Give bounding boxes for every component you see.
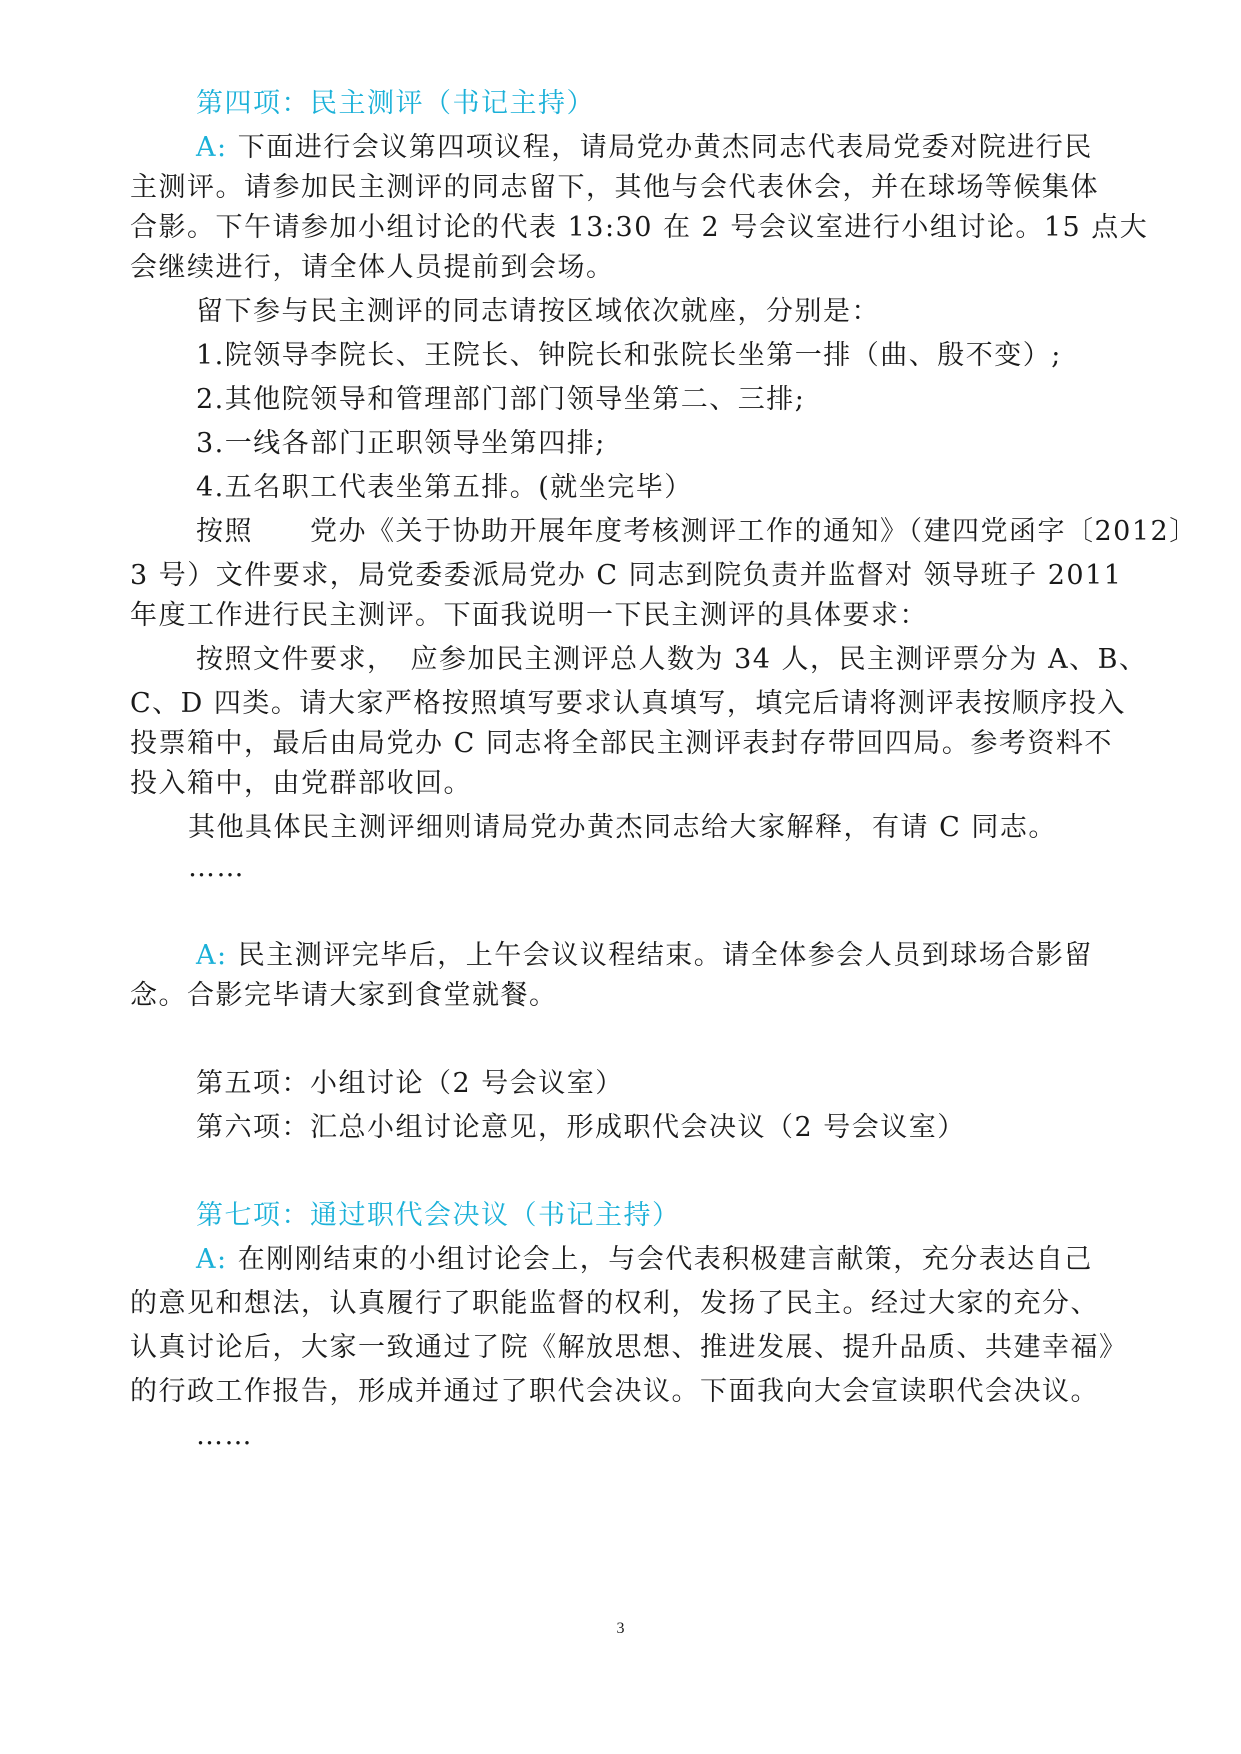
section4-para1-line1: A: 下面进行会议第四项议程，请局党办黄杰同志代表局党委对院进行民: [196, 132, 1093, 163]
section4-ellipsis: ……: [188, 852, 245, 883]
speaker-label: A:: [196, 940, 228, 971]
section4-para3-line2: C、D 四类。请大家严格按照填写要求认真填写，填完后请将测评表按顺序投入: [130, 688, 1126, 719]
section7-para-line3: 认真讨论后，大家一致通过了院《解放思想、推进发展、提升品质、共建幸福》: [130, 1332, 1128, 1363]
closing-morning-line1: A: 民主测评完毕后，上午会议议程结束。请全体参会人员到球场合影留: [196, 940, 1093, 971]
section4-para3-line4: 投入箱中，由党群部收回。: [130, 768, 472, 799]
section7-ellipsis: ……: [196, 1420, 253, 1451]
seating-item-1: 1.院领导李院长、王院长、钟院长和张院长坐第一排（曲、殷不变）;: [196, 340, 1062, 371]
speaker-label: A:: [196, 132, 228, 163]
section5-heading: 第五项：小组讨论（2 号会议室）: [196, 1068, 624, 1099]
section4-heading: 第四项：民主测评（书记主持）: [196, 88, 595, 119]
section4-para1-line4: 会继续进行，请全体人员提前到会场。: [130, 252, 615, 283]
section4-para1-line2: 主测评。请参加民主测评的同志留下，其他与会代表休会，并在球场等候集体: [130, 172, 1099, 203]
section4-para3-line3: 投票箱中，最后由局党办 C 同志将全部民主测评表封存带回四局。参考资料不: [130, 728, 1113, 759]
section4-para2-line3: 年度工作进行民主测评。下面我说明一下民主测评的具体要求：: [130, 600, 928, 631]
section7-heading: 第七项：通过职代会决议（书记主持）: [196, 1200, 681, 1231]
section7-para-line4: 的行政工作报告，形成并通过了职代会决议。下面我向大会宣读职代会决议。: [130, 1376, 1099, 1407]
section4-para3-line1: 按照文件要求， 应参加民主测评总人数为 34 人，民主测评票分为 A、B、: [196, 644, 1148, 675]
section6-heading: 第六项：汇总小组讨论意见，形成职代会决议（2 号会议室）: [196, 1112, 966, 1143]
section7-para-line2: 的意见和想法，认真履行了职能监督的权利，发扬了民主。经过大家的充分、: [130, 1288, 1099, 1319]
seating-item-2: 2.其他院领导和管理部门部门领导坐第二、三排;: [196, 384, 806, 415]
closing-morning-line2: 念。合影完毕请大家到食堂就餐。: [130, 980, 558, 1011]
section4-para2-line2: 3 号）文件要求，局党委委派局党办 C 同志到院负责并监督对 领导班子 2011: [130, 560, 1123, 591]
speaker-label: A:: [196, 1244, 228, 1275]
section4-para4: 其他具体民主测评细则请局党办黄杰同志给大家解释，有请 C 同志。: [188, 812, 1057, 843]
section7-para-line1: A: 在刚刚结束的小组讨论会上，与会代表积极建言献策，充分表达自己: [196, 1244, 1093, 1275]
seating-item-4: 4.五名职工代表坐第五排。(就坐完毕）: [196, 472, 693, 503]
seating-intro: 留下参与民主测评的同志请按区域依次就座，分别是：: [196, 296, 880, 327]
page-number: 3: [616, 1620, 625, 1637]
section4-para1-line3: 合影。下午请参加小组讨论的代表 13:30 在 2 号会议室进行小组讨论。15 点大: [130, 212, 1149, 243]
seating-item-3: 3.一线各部门正职领导坐第四排;: [196, 428, 606, 459]
section4-para2-line1: 按照 党办《关于协助开展年度考核测评工作的通知》（建四党函字〔2012〕: [196, 516, 1198, 547]
